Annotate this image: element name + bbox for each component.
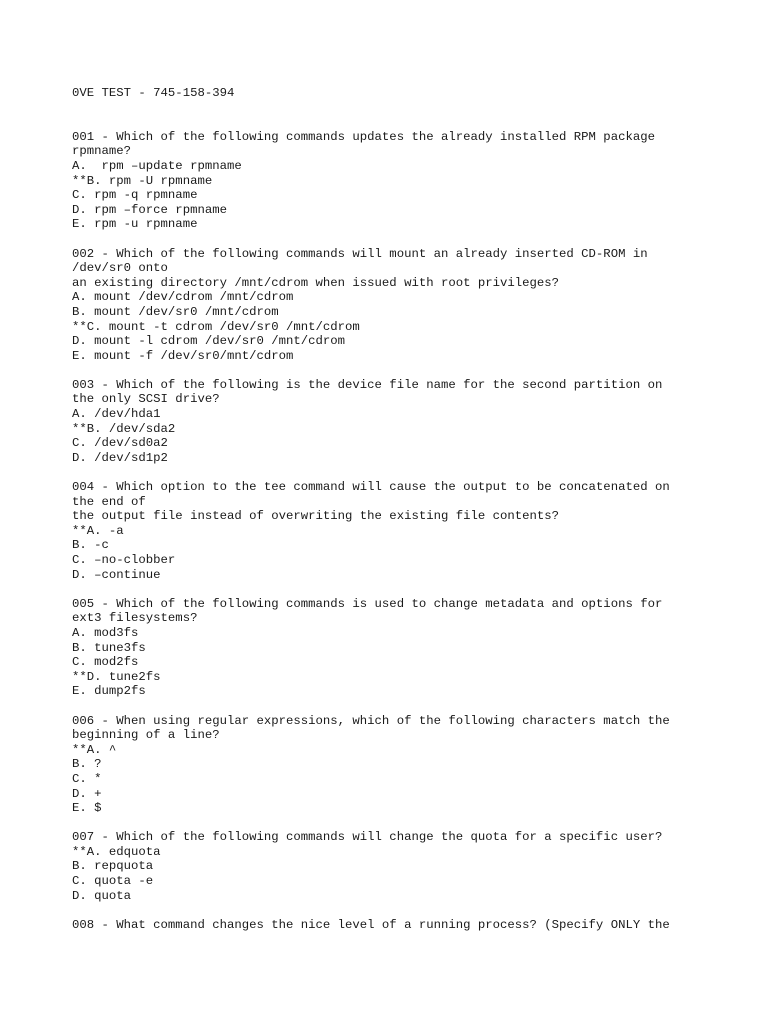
question-line: A. rpm –update rpmname — [72, 158, 242, 173]
question-block — [72, 247, 752, 364]
question-block — [72, 130, 752, 232]
question-block — [72, 480, 752, 582]
document-page — [72, 86, 752, 947]
question-text: 005 - Which of the following commands is used to change metadata and options for — [72, 596, 663, 611]
question-line: an existing directory /mnt/cdrom when issued with root privileges? — [72, 275, 560, 290]
question-line: the end of — [72, 494, 146, 509]
document-title: 0VE TEST - 745-158-394 — [72, 86, 235, 100]
question-line: B. -c — [72, 538, 109, 553]
question-line: D. + — [72, 786, 102, 801]
question-line: C. /dev/sd0a2 — [72, 436, 168, 451]
question-line: ext3 filesystems? — [72, 611, 198, 626]
question-line: D. quota — [72, 888, 132, 903]
question-line: D. mount -l cdrom /dev/sr0 /mnt/cdrom — [72, 334, 346, 349]
question-text: 007 - Which of the following commands will change the quota for a specific user? — [72, 830, 663, 845]
question-line: A. /dev/hda1 — [72, 407, 161, 422]
question-block — [72, 830, 752, 903]
question-line: D. –continue — [72, 567, 161, 582]
question-block — [72, 714, 752, 816]
question-line: E. $ — [72, 801, 102, 816]
question-line: D. /dev/sd1p2 — [72, 450, 168, 465]
question-line: C. –no-clobber — [72, 553, 176, 567]
question-line: C. * — [72, 771, 102, 786]
question-line: C. mod2fs — [72, 655, 139, 670]
question-line: B. tune3fs — [72, 640, 146, 655]
question-list — [72, 130, 752, 933]
question-line: the only SCSI drive? — [72, 392, 220, 407]
question-block — [72, 597, 752, 699]
question-line: **B. rpm -U rpmname — [72, 173, 213, 188]
question-text: 006 - When using regular expressions, which of the following characters match the — [72, 713, 670, 728]
question-line: **A. edquota — [72, 844, 161, 859]
question-line: C. rpm -q rpmname — [72, 188, 198, 203]
question-line: E. dump2fs — [72, 684, 146, 699]
question-line: B. ? — [72, 757, 102, 772]
question-line: **A. ^ — [72, 742, 117, 757]
question-line: C. quota -e — [72, 874, 154, 889]
question-text: 003 - Which of the following is the device file name for the second partition on — [72, 377, 663, 392]
question-line: **D. tune2fs — [72, 669, 161, 684]
question-text: 001 - Which of the following commands updates the already installed RPM package — [72, 129, 655, 144]
question-line: **A. -a — [72, 523, 124, 538]
question-line: B. repquota — [72, 859, 154, 874]
question-line: D. rpm –force rpmname — [72, 202, 227, 217]
question-block — [72, 378, 752, 466]
question-text: 002 - Which of the following commands will mount an already inserted CD-ROM in — [72, 246, 648, 261]
question-text: 008 - What command changes the nice level of a running process? (Specify ONLY the — [72, 917, 670, 932]
question-line: E. rpm -u rpmname — [72, 217, 198, 232]
question-line: **C. mount -t cdrom /dev/sr0 /mnt/cdrom — [72, 319, 360, 334]
question-line: B. mount /dev/sr0 /mnt/cdrom — [72, 304, 279, 319]
question-line: **B. /dev/sda2 — [72, 421, 176, 436]
question-line: A. mount /dev/cdrom /mnt/cdrom — [72, 290, 294, 305]
question-line: beginning of a line? — [72, 728, 220, 743]
question-line: A. mod3fs — [72, 625, 139, 640]
question-line: rpmname? — [72, 144, 132, 159]
question-line: /dev/sr0 onto — [72, 261, 168, 276]
question-block — [72, 918, 752, 933]
question-line: E. mount -f /dev/sr0/mnt/cdrom — [72, 348, 294, 363]
question-line: the output file instead of overwriting the existing file contents? — [72, 509, 560, 524]
question-text: 004 - Which option to the tee command will cause the output to be concatenated on — [72, 480, 670, 495]
